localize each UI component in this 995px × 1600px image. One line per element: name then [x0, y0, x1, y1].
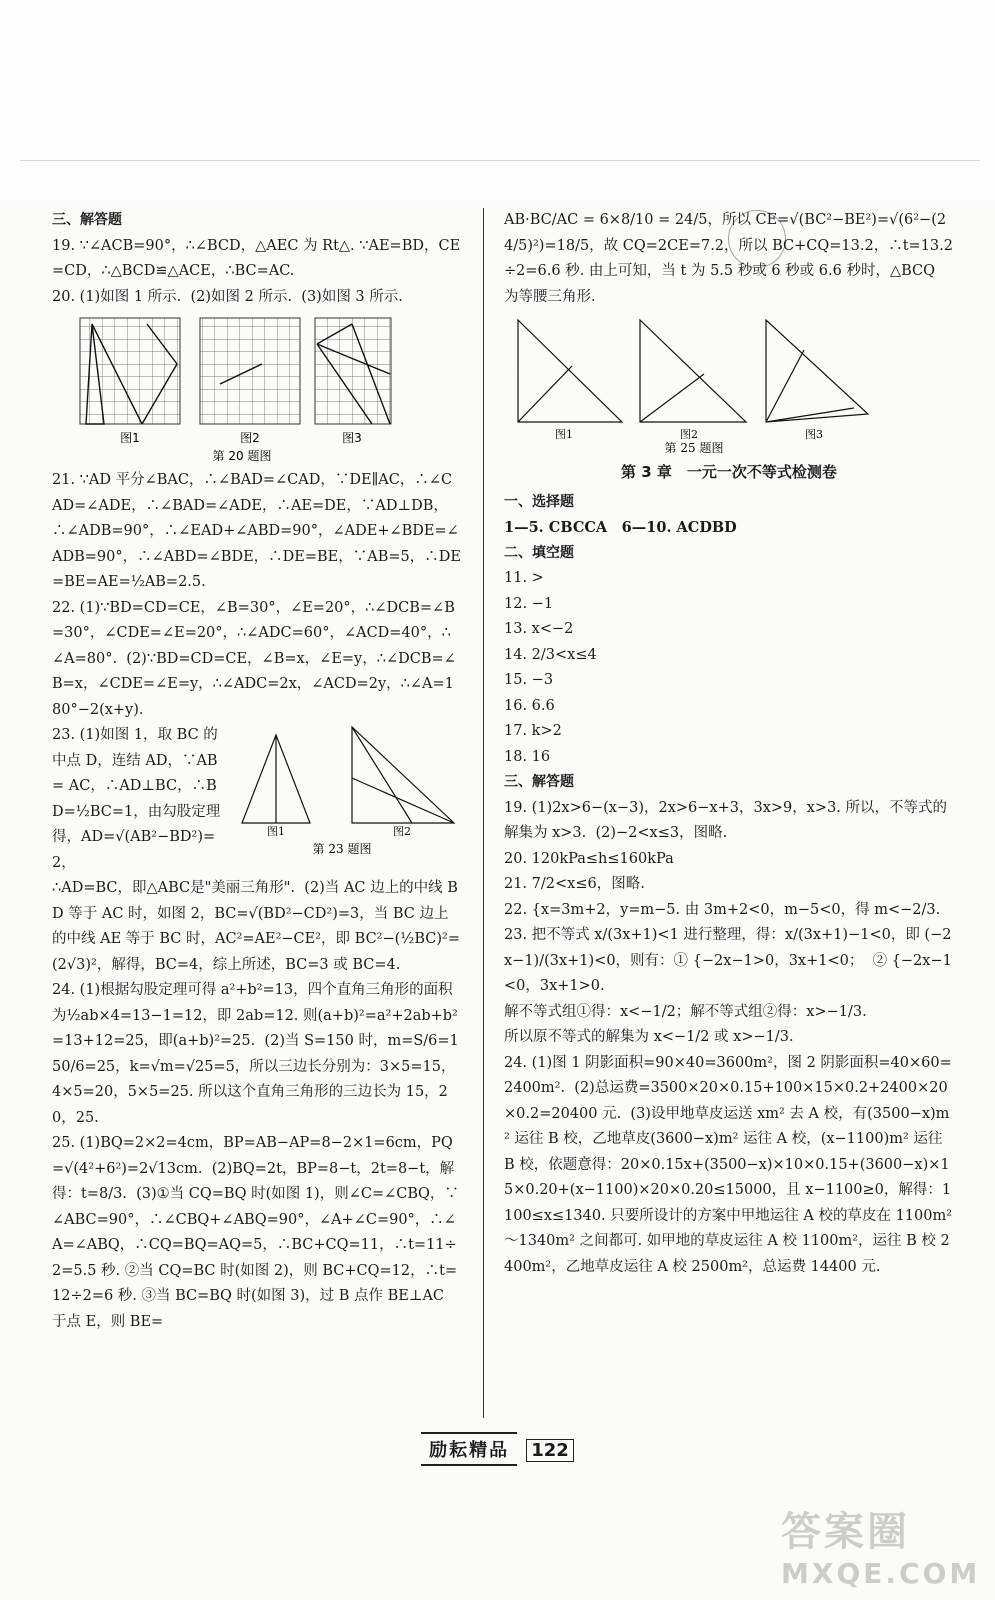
fig25-label-2: 图2 — [680, 428, 698, 441]
answer-25: 25. (1)BQ=2×2=4cm，BP=AB−AP=8−2×1=6cm，PQ=√(4²+6²)=2√13cm. (2)BQ=2t，BP=8−t，2t=8−t，解得：t=8/3. (3)①当 CQ=BQ 时(如图 1)，则∠C=∠CBQ，∵∠ABC=90°，∴∠CBQ+∠ABQ=90°，∠A+∠C=90°，∴∠A=∠ABQ，∴CQ=BQ=AQ=5，∴BC+CQ=11，∴t=11÷2=5.5 秒. ②当 CQ=BC 时(如图 2)，则 BC+CQ=12，∴t=12÷2=6 秒. ③当 BC=BQ 时(如图 3)，过 B 点作 BE⊥AC 于点 E，则 BE= — [52, 1135, 459, 1330]
fill-18: 18. 16 — [504, 748, 551, 765]
page-footer — [0, 1432, 995, 1466]
figure-25 — [504, 314, 884, 454]
answer-24: 24. (1)根据勾股定理可得 a²+b²=13，四个直角三角形的面积为½ab×4=13−1=12，即 2ab=12. 则(a+b)²=a²+2ab+b²=13+12=25，即(a+b)²=25. (2)当 S=150 时，m=S/6=150/6=25，k=√m=√25=5，所以三边长分别为：3×5=15，4×5=20，5×5=25. 所以这个直角三角形的三边长为 15，20，25. — [52, 982, 459, 1126]
section-solve: 三、解答题 — [504, 774, 574, 790]
fill-17: 17. k>2 — [504, 723, 562, 739]
fill-11: 11. > — [504, 570, 544, 586]
fig25-label-1: 图1 — [555, 428, 573, 441]
solve-23-b: 解不等式组①得：x<−1/2；解不等式组②得：x>−1/3. — [504, 1003, 867, 1020]
fill-15: 15. −3 — [504, 672, 554, 688]
solve-22: 22. {x=3m+2，y=m−5. 由 3m+2<0，m−5<0，得 m<−2/3. — [504, 901, 941, 918]
fig25-label-3: 图3 — [805, 428, 823, 441]
grid-figure-2 — [200, 318, 300, 424]
fig20-label-2: 图2 — [240, 431, 260, 445]
fig20-label-1: 图1 — [120, 431, 140, 445]
section-fill: 二、填空题 — [504, 544, 574, 561]
section-choice: 一、选择题 — [504, 493, 574, 510]
grid-figure-1 — [80, 318, 180, 424]
answer-22: 22. (1)∵BD=CD=CE，∠B=30°，∠E=20°，∴∠DCB=∠B=30°，∠CDE=∠E=20°，∴∠ADC=60°，∠ACD=40°，∴∠A=80°. (2)∵BD=CD=CE，∠B=x，∠E=y，∴∠DCB=∠B=x，∠CDE=∠E=y，∴∠ADC=2x，∠ACD=2y，∴∠A=180°−2(x+y). — [52, 599, 456, 718]
grid-figure-3 — [315, 318, 391, 424]
fig25-caption: 第 25 题图 — [664, 441, 724, 454]
solve-23: 23. 把不等式 x/(3x+1)<1 进行整理，得：x/(3x+1)−1<0，即 (−2x−1)/(3x+1)<0，则有：① {−2x−1>0，3x+1<0； ② {−2x−1<0，3x+1>0. — [504, 927, 952, 994]
blank-top-area — [0, 0, 995, 200]
brand-logo: 励耘精品 — [421, 1432, 517, 1466]
answer-23-part-a: 23. (1)如图 1，取 BC 的中点 D，连结 AD，∵AB = AC，∴AD⊥BC，∴BD=½BC=1，由勾股定理得，AD=√(AB²−BD²)=2， — [52, 727, 223, 871]
chapter-title: 第 3 章 一元一次不等式检测卷 — [621, 463, 837, 481]
answer-23-block — [52, 723, 462, 876]
answer-25-continued: AB·BC/AC = 6×8/10 = 24/5，所以 CE=√(BC²−BE²)=√(6²−(24/5)²)=18/5，故 CQ=2CE=7.2，所以 BC+CQ=13.2，∴t=13.2÷2=6.6 秒. 由上可知，当 t 为 5.5 秒或 6 秒或 6.6 秒时，△BCQ 为等腰三角形. — [504, 212, 953, 305]
solve-21: 21. 7/2<x≤6，图略. — [504, 876, 645, 892]
watermark-line-2: MXQE.COM — [781, 1557, 981, 1590]
fill-13: 13. x<−2 — [504, 621, 574, 637]
left-column — [52, 208, 462, 1335]
page-number: 122 — [526, 1439, 574, 1462]
fig20-caption: 第 20 题图 — [212, 449, 272, 463]
solve-20: 20. 120kPa≤h≤160kPa — [504, 850, 674, 867]
watermark-line-1: 答案圈 — [781, 1509, 910, 1555]
fill-14: 14. 2/3<x≤4 — [504, 646, 597, 663]
solve-23-c: 所以原不等式的解集为 x<−1/2 或 x>−1/3. — [504, 1029, 794, 1045]
answer-20: 20. (1)如图 1 所示. (2)如图 2 所示. (3)如图 3 所示. — [52, 288, 403, 305]
figure-20 — [52, 314, 392, 464]
fill-12: 12. −1 — [504, 595, 554, 612]
fig20-label-3: 图3 — [342, 431, 362, 445]
solve-24: 24. (1)图 1 阴影面积=90×40=3600m²，图 2 阴影面积=40×60=2400m². (2)总运费=3500×20×0.15+100×15×0.2+2400×20×0.2=20400 元. (3)设甲地草皮运送 xm² 去 A 校，有(3500−x)m² 运往 B 校，乙地草皮(3600−x)m² 运往 A 校，(x−1100)m² 运往 B 校，依题意得：20×0.15x+(3500−x)×10×0.15+(3600−x)×15×0.20+(x−1100)×20×0.20≤15000，且 x−1100≥0，解得：1100≤x≤1340. 只要所设计的方案中甲地运往 A 校的草皮在 1100m²～1340m² 之间都可. 如甲地的草皮运往 A 校 1100m²，运往 B 校 2400m²，乙地草皮运往 A 校 2500m²，总运费 14400 元. — [504, 1054, 953, 1275]
solve-19: 19. (1)2x>6−(x−3)，2x>6−x+3，3x>9，x>3. 所以，不等式的解集为 x>3. (2)−2<x≤3，图略. — [504, 799, 948, 841]
watermark — [781, 1500, 981, 1596]
fig23-label-1: 图1 — [267, 825, 285, 838]
column-divider — [483, 208, 484, 1418]
fill-16: 16. 6.6 — [504, 697, 555, 714]
right-column — [504, 208, 954, 1280]
answer-23-part-b: ∴AD=BC，即△ABC是"美丽三角形". (2)当 AC 边上的中线 BD 等于 AC 时，如图 2，BC=√(BD²−CD²)=3，当 BC 边上的中线 AE 等于 BC 时，AC²=AE²−CE²，即 BC²−(½BC)²=(2√3)²，解得，BC=4，综上所述，BC=3 或 BC=4. — [52, 880, 460, 973]
fig23-caption: 第 23 题图 — [312, 842, 372, 856]
choice-answers: 1—5. CBCCA 6—10. ACDBD — [504, 519, 737, 536]
section-title: 三、解答题 — [52, 212, 122, 228]
answer-21: 21. ∵AD 平分∠BAC，∴∠BAD=∠CAD，∵DE∥AC，∴∠CAD=∠ADE，∴∠BAD=∠ADE，∴AE=DE，∵AD⊥DB，∴∠ADB=90°，∴∠EAD+∠ABD=90°，∠ADE+∠BDE=∠ADB=90°，∴∠ABD=∠BDE，∴DE=BE，∵AB=5，∴DE=BE=AE=½AB=2.5. — [52, 472, 461, 590]
top-rule — [20, 160, 980, 161]
answer-19: 19. ∵∠ACB=90°，∴∠BCD，△AEC 为 Rt△. ∵AE=BD，CE=CD，∴△BCD≌△ACE，∴BC=AC. — [52, 237, 461, 279]
fig23-label-2: 图2 — [393, 825, 411, 838]
figure-23 — [232, 723, 462, 863]
